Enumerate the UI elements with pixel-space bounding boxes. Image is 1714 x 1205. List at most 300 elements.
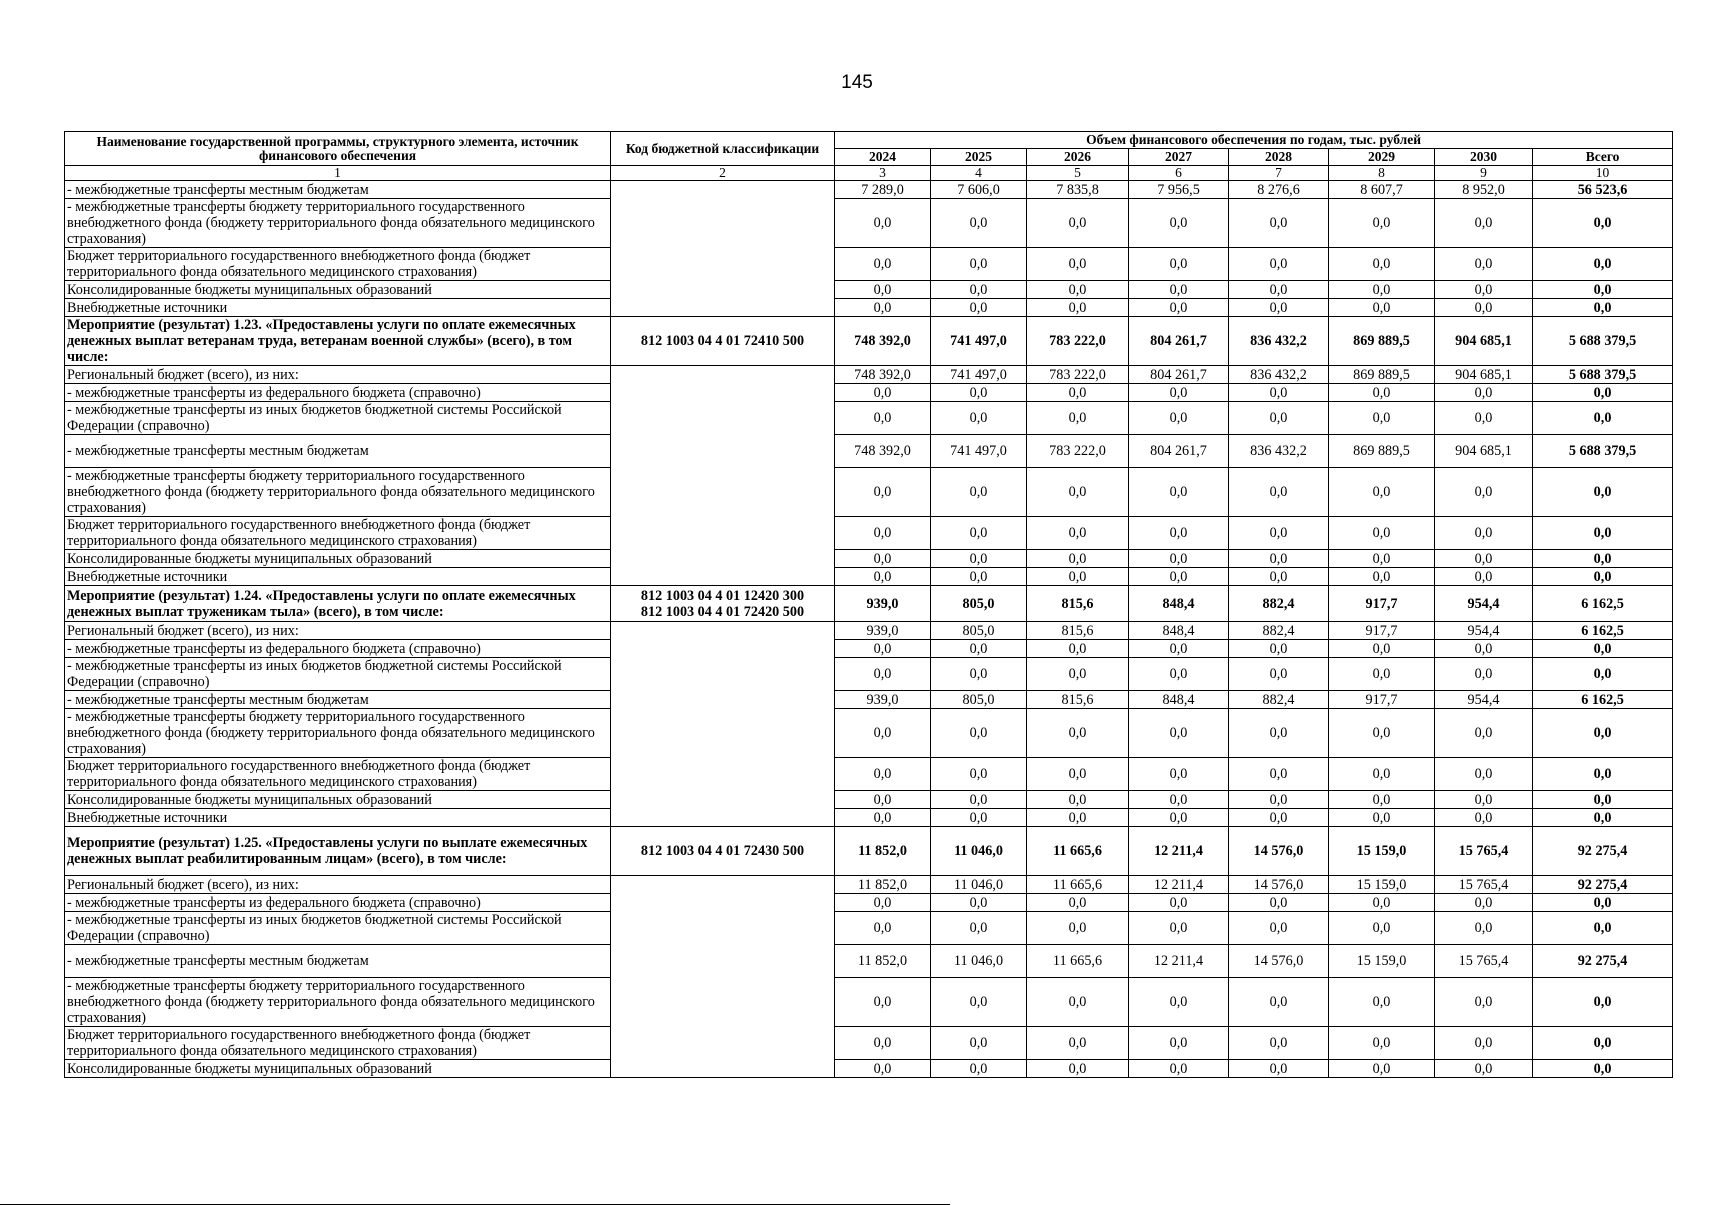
- event-row: [65, 317, 1673, 366]
- table-row: [65, 468, 1673, 517]
- table-row: [65, 809, 1673, 827]
- year-value: 882,4: [1229, 622, 1329, 640]
- total-value: 6 162,5: [1533, 586, 1673, 622]
- year-value: 0,0: [1435, 1027, 1533, 1060]
- table-row: [65, 758, 1673, 791]
- year-value: 0,0: [1129, 468, 1229, 517]
- column-number: 3: [835, 166, 931, 181]
- total-value: 0,0: [1533, 912, 1673, 945]
- year-value: 8 607,7: [1329, 181, 1435, 199]
- year-value: 0,0: [835, 709, 931, 758]
- year-value: 0,0: [1329, 809, 1435, 827]
- year-value: 0,0: [835, 1060, 931, 1078]
- year-value: 0,0: [931, 809, 1027, 827]
- year-value: 0,0: [1229, 299, 1329, 317]
- year-value: 15 159,0: [1329, 945, 1435, 978]
- year-value: 11 852,0: [835, 876, 931, 894]
- row-label: - межбюджетные трансферты местным бюджетам: [65, 945, 611, 978]
- year-value: 15 765,4: [1435, 876, 1533, 894]
- table-row: [65, 568, 1673, 586]
- year-value: 0,0: [1229, 550, 1329, 568]
- year-value: 0,0: [1435, 1060, 1533, 1078]
- year-value: 0,0: [1027, 384, 1129, 402]
- year-value: 0,0: [835, 248, 931, 281]
- table-row: [65, 435, 1673, 468]
- column-number: 4: [931, 166, 1027, 181]
- year-value: 0,0: [931, 709, 1027, 758]
- row-label: Внебюджетные источники: [65, 299, 611, 317]
- year-value: 0,0: [835, 517, 931, 550]
- total-value: 0,0: [1533, 384, 1673, 402]
- year-value: 0,0: [1027, 809, 1129, 827]
- year-value: 7 289,0: [835, 181, 931, 199]
- year-value: 0,0: [1027, 517, 1129, 550]
- table-row: [65, 1060, 1673, 1078]
- event-row: [65, 827, 1673, 876]
- financing-table: [64, 131, 1673, 1078]
- year-value: 0,0: [1229, 791, 1329, 809]
- year-value: 0,0: [1129, 402, 1229, 435]
- year-value: 0,0: [1435, 912, 1533, 945]
- year-value: 954,4: [1435, 622, 1533, 640]
- total-value: 92 275,4: [1533, 827, 1673, 876]
- year-value: 0,0: [1027, 402, 1129, 435]
- year-value: 0,0: [1229, 402, 1329, 435]
- year-value: 815,6: [1027, 586, 1129, 622]
- total-value: 5 688 379,5: [1533, 435, 1673, 468]
- year-value: 0,0: [1027, 281, 1129, 299]
- year-value: 0,0: [1329, 384, 1435, 402]
- year-value: 0,0: [1229, 281, 1329, 299]
- year-value: 8 276,6: [1229, 181, 1329, 199]
- year-value: 0,0: [1027, 550, 1129, 568]
- table-row: [65, 691, 1673, 709]
- year-value: 0,0: [1229, 1027, 1329, 1060]
- year-value: 0,0: [1435, 709, 1533, 758]
- year-value: 748 392,0: [835, 366, 931, 384]
- year-value: 7 606,0: [931, 181, 1027, 199]
- column-number: 1: [65, 166, 611, 181]
- year-value: 741 497,0: [931, 317, 1027, 366]
- row-label: - межбюджетные трансферты из иных бюджетов бюджетной системы Российской Федерации (справочно): [65, 658, 611, 691]
- year-value: 0,0: [1229, 248, 1329, 281]
- total-value: 92 275,4: [1533, 945, 1673, 978]
- year-value: 0,0: [931, 248, 1027, 281]
- year-value: 882,4: [1229, 586, 1329, 622]
- year-value: 0,0: [1229, 709, 1329, 758]
- year-value: 0,0: [1329, 658, 1435, 691]
- table-row: [65, 181, 1673, 199]
- row-label: - межбюджетные трансферты местным бюджетам: [65, 435, 611, 468]
- row-label: - межбюджетные трансферты из федерального бюджета (справочно): [65, 894, 611, 912]
- year-value: 11 046,0: [931, 827, 1027, 876]
- year-value: 0,0: [931, 199, 1027, 248]
- table-header: [65, 132, 1673, 181]
- year-value: 0,0: [1329, 517, 1435, 550]
- budget-code-empty: [611, 876, 835, 1078]
- year-value: 0,0: [1435, 978, 1533, 1027]
- year-value: 0,0: [1129, 894, 1229, 912]
- year-value: 14 576,0: [1229, 876, 1329, 894]
- year-value: 836 432,2: [1229, 366, 1329, 384]
- year-value: 14 576,0: [1229, 945, 1329, 978]
- total-value: 0,0: [1533, 248, 1673, 281]
- year-value: 836 432,2: [1229, 317, 1329, 366]
- header-year: 2029: [1329, 149, 1435, 166]
- year-value: 0,0: [1129, 281, 1229, 299]
- table-row: [65, 894, 1673, 912]
- year-value: 0,0: [835, 299, 931, 317]
- year-value: 0,0: [1129, 199, 1229, 248]
- table-row: [65, 622, 1673, 640]
- row-label: Мероприятие (результат) 1.23. «Предоставлены услуги по оплате ежемесячных денежных выплат ветеранам труда, ветеранам военной службы» (всего), в том числе:: [65, 317, 611, 366]
- table-row: [65, 550, 1673, 568]
- row-label: Внебюджетные источники: [65, 568, 611, 586]
- table-row: [65, 978, 1673, 1027]
- total-value: 0,0: [1533, 199, 1673, 248]
- total-value: 0,0: [1533, 299, 1673, 317]
- row-label: - межбюджетные трансферты бюджету территориального государственного внебюджетного фонда (бюджету территориального фонда обязательного медицинского страхования): [65, 978, 611, 1027]
- year-value: 869 889,5: [1329, 435, 1435, 468]
- header-year: 2028: [1229, 149, 1329, 166]
- year-value: 0,0: [835, 199, 931, 248]
- year-value: 783 222,0: [1027, 317, 1129, 366]
- year-value: 0,0: [1129, 978, 1229, 1027]
- year-value: 0,0: [1129, 709, 1229, 758]
- header-volume: Объем финансового обеспечения по годам, тыс. рублей: [835, 132, 1673, 149]
- year-value: 0,0: [1329, 978, 1435, 1027]
- table-row: [65, 281, 1673, 299]
- column-number: 8: [1329, 166, 1435, 181]
- year-value: 848,4: [1129, 691, 1229, 709]
- table-row: [65, 791, 1673, 809]
- year-value: 783 222,0: [1027, 435, 1129, 468]
- year-value: 0,0: [1435, 299, 1533, 317]
- year-value: 0,0: [1129, 299, 1229, 317]
- year-value: 7 956,5: [1129, 181, 1229, 199]
- year-value: 748 392,0: [835, 317, 931, 366]
- table-row: [65, 912, 1673, 945]
- year-value: 0,0: [1027, 199, 1129, 248]
- year-value: 0,0: [1329, 912, 1435, 945]
- year-value: 0,0: [835, 658, 931, 691]
- year-value: 0,0: [931, 1060, 1027, 1078]
- table-row: [65, 384, 1673, 402]
- year-value: 0,0: [1129, 809, 1229, 827]
- year-value: 0,0: [931, 912, 1027, 945]
- budget-code-empty: [611, 181, 835, 317]
- year-value: 12 211,4: [1129, 827, 1229, 876]
- year-value: 0,0: [835, 809, 931, 827]
- year-value: 804 261,7: [1129, 366, 1229, 384]
- year-value: 0,0: [1229, 640, 1329, 658]
- year-value: 15 159,0: [1329, 876, 1435, 894]
- total-value: 0,0: [1533, 978, 1673, 1027]
- year-value: 904 685,1: [1435, 366, 1533, 384]
- year-value: 0,0: [1129, 384, 1229, 402]
- year-value: 0,0: [835, 791, 931, 809]
- table-row: [65, 658, 1673, 691]
- year-value: 12 211,4: [1129, 945, 1229, 978]
- year-value: 0,0: [1129, 550, 1229, 568]
- row-label: - межбюджетные трансферты из иных бюджетов бюджетной системы Российской Федерации (справочно): [65, 402, 611, 435]
- year-value: 805,0: [931, 586, 1027, 622]
- year-value: 0,0: [1435, 809, 1533, 827]
- table-row: [65, 299, 1673, 317]
- year-value: 0,0: [1329, 550, 1435, 568]
- year-value: 0,0: [1329, 1060, 1435, 1078]
- year-value: 0,0: [1435, 791, 1533, 809]
- year-value: 0,0: [1329, 709, 1435, 758]
- year-value: 0,0: [1027, 791, 1129, 809]
- table-row: [65, 1027, 1673, 1060]
- header-code: Код бюджетной классификации: [611, 132, 835, 166]
- total-value: 6 162,5: [1533, 691, 1673, 709]
- budget-code: 812 1003 04 4 01 72410 500: [611, 317, 835, 366]
- year-value: 836 432,2: [1229, 435, 1329, 468]
- table-row: [65, 640, 1673, 658]
- year-value: 0,0: [1229, 912, 1329, 945]
- year-value: 0,0: [1229, 758, 1329, 791]
- year-value: 11 046,0: [931, 945, 1027, 978]
- year-value: 0,0: [1027, 468, 1129, 517]
- table-row: [65, 517, 1673, 550]
- year-value: 0,0: [931, 517, 1027, 550]
- column-number: 9: [1435, 166, 1533, 181]
- year-value: 0,0: [931, 568, 1027, 586]
- year-value: 0,0: [1435, 658, 1533, 691]
- year-value: 0,0: [1435, 758, 1533, 791]
- total-value: 0,0: [1533, 281, 1673, 299]
- year-value: 0,0: [1229, 658, 1329, 691]
- row-label: Внебюджетные источники: [65, 809, 611, 827]
- table-row: [65, 402, 1673, 435]
- year-value: 0,0: [1229, 809, 1329, 827]
- year-value: 869 889,5: [1329, 317, 1435, 366]
- row-label: Мероприятие (результат) 1.24. «Предоставлены услуги по оплате ежемесячных денежных выплат труженикам тыла» (всего), в том числе:: [65, 586, 611, 622]
- year-value: 815,6: [1027, 691, 1129, 709]
- year-value: 0,0: [1229, 468, 1329, 517]
- row-label: Консолидированные бюджеты муниципальных образований: [65, 281, 611, 299]
- total-value: 6 162,5: [1533, 622, 1673, 640]
- year-value: 11 665,6: [1027, 876, 1129, 894]
- column-number: 10: [1533, 166, 1673, 181]
- year-value: 0,0: [931, 281, 1027, 299]
- year-value: 783 222,0: [1027, 366, 1129, 384]
- table-row: [65, 366, 1673, 384]
- row-label: - межбюджетные трансферты из федерального бюджета (справочно): [65, 384, 611, 402]
- total-value: 0,0: [1533, 658, 1673, 691]
- year-value: 0,0: [1435, 568, 1533, 586]
- year-value: 0,0: [1229, 199, 1329, 248]
- column-number: 6: [1129, 166, 1229, 181]
- year-value: 0,0: [1129, 517, 1229, 550]
- year-value: 0,0: [931, 791, 1027, 809]
- total-value: 5 688 379,5: [1533, 366, 1673, 384]
- total-value: 0,0: [1533, 758, 1673, 791]
- row-label: Мероприятие (результат) 1.25. «Предоставлены услуги по выплате ежемесячных денежных выплат реабилитированным лицам» (всего), в том числе:: [65, 827, 611, 876]
- year-value: 0,0: [1027, 248, 1129, 281]
- year-value: 869 889,5: [1329, 366, 1435, 384]
- table-row: [65, 945, 1673, 978]
- year-value: 0,0: [1329, 640, 1435, 658]
- year-value: 0,0: [1329, 199, 1435, 248]
- year-value: 0,0: [1027, 568, 1129, 586]
- year-value: 0,0: [1129, 791, 1229, 809]
- total-value: 92 275,4: [1533, 876, 1673, 894]
- total-value: 0,0: [1533, 809, 1673, 827]
- year-value: 0,0: [1329, 299, 1435, 317]
- year-value: 0,0: [1435, 517, 1533, 550]
- column-number: 2: [611, 166, 835, 181]
- year-value: 11 046,0: [931, 876, 1027, 894]
- row-label: - межбюджетные трансферты из федерального бюджета (справочно): [65, 640, 611, 658]
- row-label: Консолидированные бюджеты муниципальных образований: [65, 1060, 611, 1078]
- year-value: 0,0: [1129, 1027, 1229, 1060]
- header-total: Всего: [1533, 149, 1673, 166]
- total-value: 0,0: [1533, 709, 1673, 758]
- year-value: 0,0: [835, 640, 931, 658]
- row-label: - межбюджетные трансферты местным бюджетам: [65, 181, 611, 199]
- year-value: 0,0: [1435, 894, 1533, 912]
- year-value: 748 392,0: [835, 435, 931, 468]
- total-value: 0,0: [1533, 402, 1673, 435]
- year-value: 0,0: [1229, 978, 1329, 1027]
- budget-code-empty: [611, 366, 835, 586]
- year-value: 0,0: [1435, 468, 1533, 517]
- row-label: - межбюджетные трансферты бюджету территориального государственного внебюджетного фонда (бюджету территориального фонда обязательного медицинского страхования): [65, 468, 611, 517]
- year-value: 0,0: [1129, 568, 1229, 586]
- row-label: - межбюджетные трансферты из иных бюджетов бюджетной системы Российской Федерации (справочно): [65, 912, 611, 945]
- year-value: 12 211,4: [1129, 876, 1229, 894]
- year-value: 0,0: [1229, 1060, 1329, 1078]
- header-year: 2030: [1435, 149, 1533, 166]
- year-value: 0,0: [1027, 299, 1129, 317]
- year-value: 904 685,1: [1435, 435, 1533, 468]
- table-row: [65, 709, 1673, 758]
- year-value: 14 576,0: [1229, 827, 1329, 876]
- year-value: 848,4: [1129, 586, 1229, 622]
- header-year: 2026: [1027, 149, 1129, 166]
- header-year: 2024: [835, 149, 931, 166]
- year-value: 0,0: [931, 468, 1027, 517]
- year-value: 939,0: [835, 691, 931, 709]
- table-row: [65, 876, 1673, 894]
- year-value: 0,0: [1027, 894, 1129, 912]
- year-value: 741 497,0: [931, 366, 1027, 384]
- year-value: 0,0: [1027, 658, 1129, 691]
- year-value: 0,0: [1027, 978, 1129, 1027]
- row-label: - межбюджетные трансферты бюджету территориального государственного внебюджетного фонда (бюджету территориального фонда обязательного медицинского страхования): [65, 199, 611, 248]
- year-value: 0,0: [931, 758, 1027, 791]
- row-label: Региональный бюджет (всего), из них:: [65, 366, 611, 384]
- total-value: 0,0: [1533, 568, 1673, 586]
- header-name: Наименование государственной программы, структурного элемента, источник финансового обеспечения: [65, 132, 611, 166]
- total-value: 0,0: [1533, 517, 1673, 550]
- year-value: 848,4: [1129, 622, 1229, 640]
- year-value: 939,0: [835, 586, 931, 622]
- year-value: 0,0: [835, 568, 931, 586]
- year-value: 0,0: [1027, 709, 1129, 758]
- year-value: 0,0: [835, 1027, 931, 1060]
- year-value: 0,0: [1229, 568, 1329, 586]
- year-value: 0,0: [835, 978, 931, 1027]
- year-value: 0,0: [1329, 248, 1435, 281]
- year-value: 0,0: [1229, 894, 1329, 912]
- year-value: 805,0: [931, 691, 1027, 709]
- year-value: 0,0: [1027, 912, 1129, 945]
- year-value: 804 261,7: [1129, 317, 1229, 366]
- table-row: [65, 248, 1673, 281]
- year-value: 0,0: [931, 299, 1027, 317]
- year-value: 0,0: [1229, 517, 1329, 550]
- row-label: Бюджет территориального государственного внебюджетного фонда (бюджет территориального фонда обязательного медицинского страхования): [65, 517, 611, 550]
- total-value: 0,0: [1533, 1060, 1673, 1078]
- year-value: 917,7: [1329, 586, 1435, 622]
- year-value: 805,0: [931, 622, 1027, 640]
- year-value: 11 852,0: [835, 945, 931, 978]
- row-label: Бюджет территориального государственного внебюджетного фонда (бюджет территориального фонда обязательного медицинского страхования): [65, 758, 611, 791]
- year-value: 0,0: [1329, 568, 1435, 586]
- year-value: 0,0: [1435, 402, 1533, 435]
- event-row: [65, 586, 1673, 622]
- year-value: 11 665,6: [1027, 827, 1129, 876]
- page-number: 145: [841, 72, 873, 93]
- year-value: 0,0: [931, 658, 1027, 691]
- year-value: 15 765,4: [1435, 827, 1533, 876]
- year-value: 0,0: [1329, 758, 1435, 791]
- total-value: 56 523,6: [1533, 181, 1673, 199]
- year-value: 0,0: [835, 758, 931, 791]
- year-value: 0,0: [1129, 658, 1229, 691]
- year-value: 954,4: [1435, 691, 1533, 709]
- year-value: 0,0: [931, 550, 1027, 568]
- year-value: 0,0: [1435, 640, 1533, 658]
- year-value: 7 835,8: [1027, 181, 1129, 199]
- year-value: 0,0: [835, 912, 931, 945]
- year-value: 11 665,6: [1027, 945, 1129, 978]
- row-label: - межбюджетные трансферты местным бюджетам: [65, 691, 611, 709]
- year-value: 939,0: [835, 622, 931, 640]
- year-value: 0,0: [835, 550, 931, 568]
- year-value: 11 852,0: [835, 827, 931, 876]
- year-value: 0,0: [1329, 402, 1435, 435]
- total-value: 0,0: [1533, 1027, 1673, 1060]
- total-value: 0,0: [1533, 640, 1673, 658]
- year-value: 0,0: [1329, 791, 1435, 809]
- year-value: 917,7: [1329, 622, 1435, 640]
- year-value: 15 159,0: [1329, 827, 1435, 876]
- row-label: Региональный бюджет (всего), из них:: [65, 622, 611, 640]
- year-value: 0,0: [1027, 1060, 1129, 1078]
- table-row: [65, 199, 1673, 248]
- budget-code-empty: [611, 622, 835, 827]
- column-number: 5: [1027, 166, 1129, 181]
- year-value: 0,0: [931, 1027, 1027, 1060]
- total-value: 0,0: [1533, 550, 1673, 568]
- year-value: 0,0: [835, 281, 931, 299]
- year-value: 15 765,4: [1435, 945, 1533, 978]
- year-value: 0,0: [1129, 758, 1229, 791]
- row-label: - межбюджетные трансферты бюджету территориального государственного внебюджетного фонда (бюджету территориального фонда обязательного медицинского страхования): [65, 709, 611, 758]
- year-value: 0,0: [1435, 199, 1533, 248]
- year-value: 0,0: [1435, 248, 1533, 281]
- year-value: 0,0: [931, 894, 1027, 912]
- year-value: 0,0: [1027, 640, 1129, 658]
- budget-code: 812 1003 04 4 01 72430 500: [611, 827, 835, 876]
- row-label: Консолидированные бюджеты муниципальных образований: [65, 791, 611, 809]
- year-value: 0,0: [835, 384, 931, 402]
